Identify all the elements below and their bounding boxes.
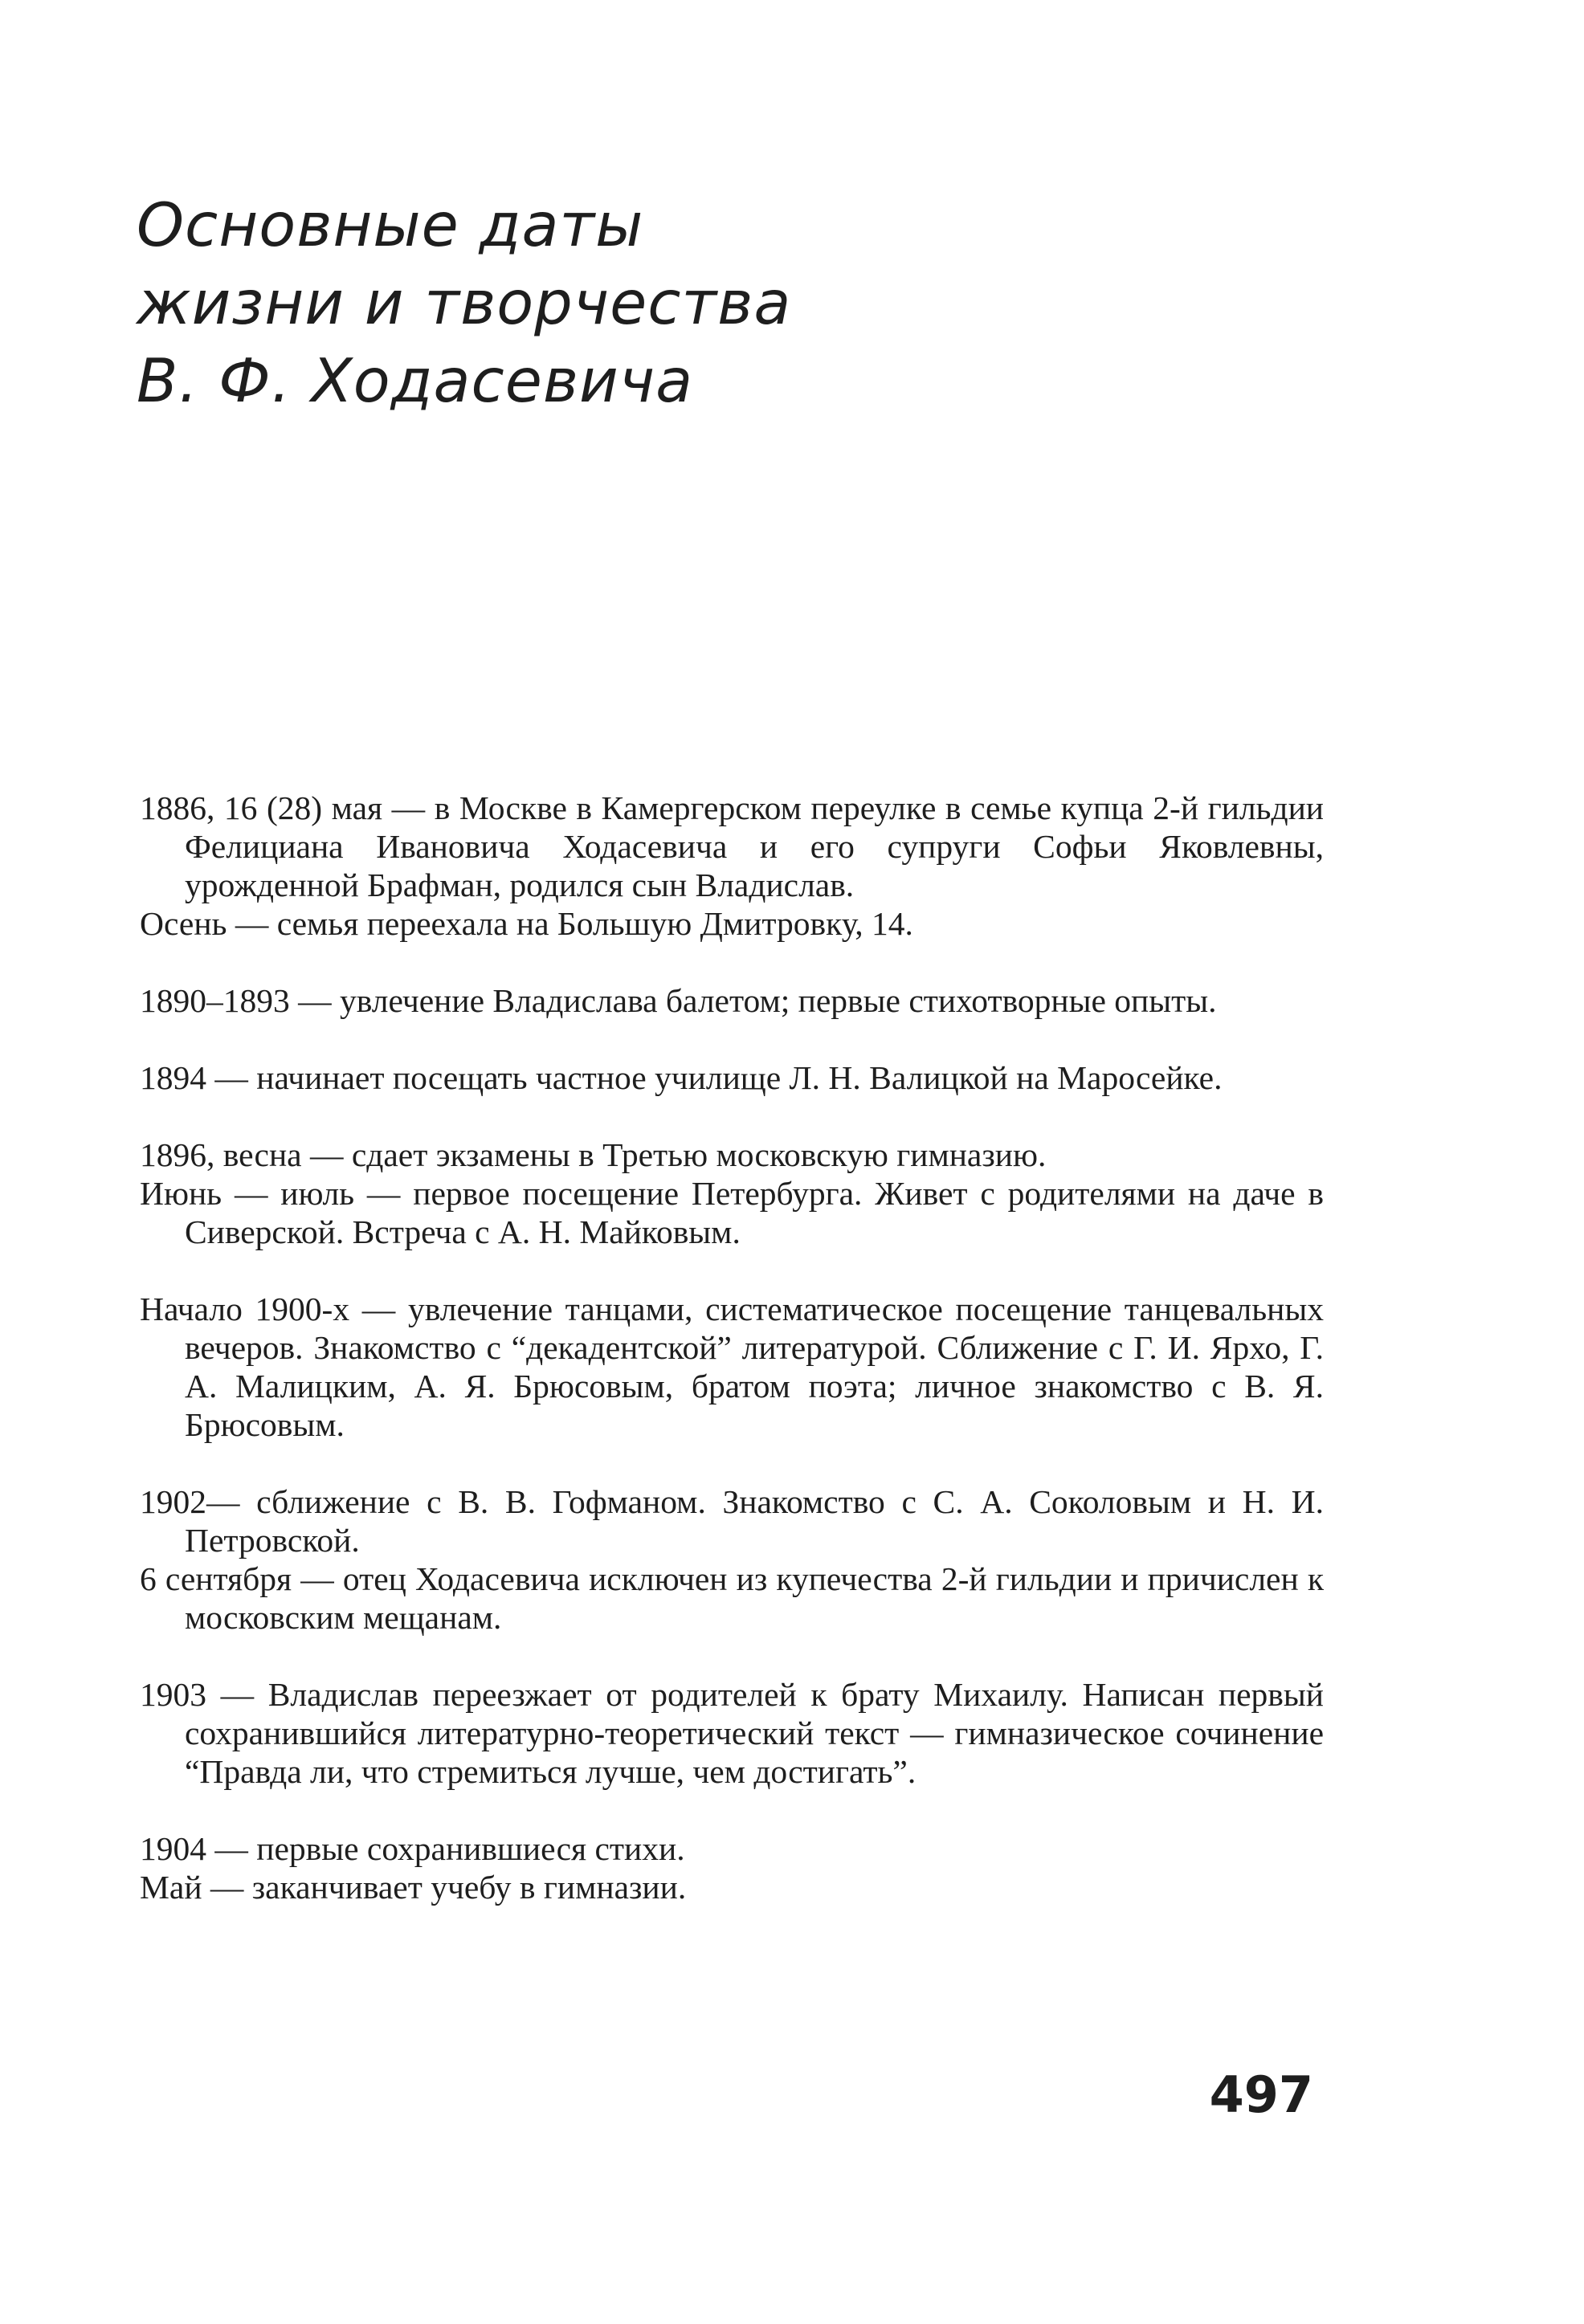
chronology-group: [140, 1675, 1324, 1791]
chronology-entry: Май — заканчивает учебу в гимназии.: [140, 1869, 687, 1906]
chronology-entry: 1904 — первые сохранившиеся стихи.: [140, 1830, 685, 1867]
chronology-entry: Начало 1900-х — увлечение танцами, систематическое посещение танцевальных вечеров. Знакомство с “декадентской” литературой. Сближение с Г. И. Ярхо, Г. А. Малицким, А. Я. Брюсовым, братом поэта; личное знакомство с В. Я. Брюсовым.: [140, 1290, 1324, 1443]
chronology-entry: 6 сентября — отец Ходасевича исключен из купечества 2-й гильдии и причислен к московским мещанам.: [140, 1560, 1324, 1636]
chronology-entry: 1894 — начинает посещать частное училище Л. Н. Валицкой на Маросейке.: [140, 1059, 1223, 1096]
chronology-group: [140, 1135, 1324, 1251]
chronology-group: [140, 1290, 1324, 1444]
chronology-list: [140, 789, 1324, 1945]
title-line: Основные даты: [137, 190, 644, 260]
title-line: жизни и творчества: [137, 267, 792, 338]
chronology-entry: 1902— сближение с В. В. Гофманом. Знакомство с С. А. Соколовым и Н. И. Петровской.: [140, 1483, 1324, 1559]
chronology-entry: 1896, весна — сдает экзамены в Третью московскую гимназию.: [140, 1136, 1047, 1173]
chronology-group: [140, 1482, 1324, 1637]
page-number: 497: [1209, 2065, 1313, 2124]
chronology-group: [140, 981, 1324, 1020]
chronology-entry: 1890–1893 — увлечение Владислава балетом; первые стихотворные опыты.: [140, 982, 1217, 1019]
chronology-entry: 1886, 16 (28) мая — в Москве в Камергерском переулке в семье купца 2-й гильдии Фелициана Ивановича Ходасевича и его супруги Софьи Яковлевны, урожденной Брафман, родился сын Владислав.: [140, 789, 1324, 903]
page-title: [137, 186, 791, 420]
chronology-entry: Июнь — июль — первое посещение Петербурга. Живет с родителями на даче в Сиверской. Встреча с А. Н. Майковым.: [140, 1175, 1324, 1250]
chronology-group: [140, 789, 1324, 943]
title-line: В. Ф. Ходасевича: [137, 345, 694, 416]
chronology-entry: Осень — семья переехала на Большую Дмитровку, 14.: [140, 905, 913, 942]
chronology-group: [140, 1829, 1324, 1906]
chronology-entry: 1903 — Владислав переезжает от родителей к брату Михаилу. Написан первый сохранившийся литературно-теоретический текст — гимназическое сочинение “Правда ли, что стремиться лучше, чем достигать”.: [140, 1676, 1324, 1790]
chronology-group: [140, 1058, 1324, 1097]
